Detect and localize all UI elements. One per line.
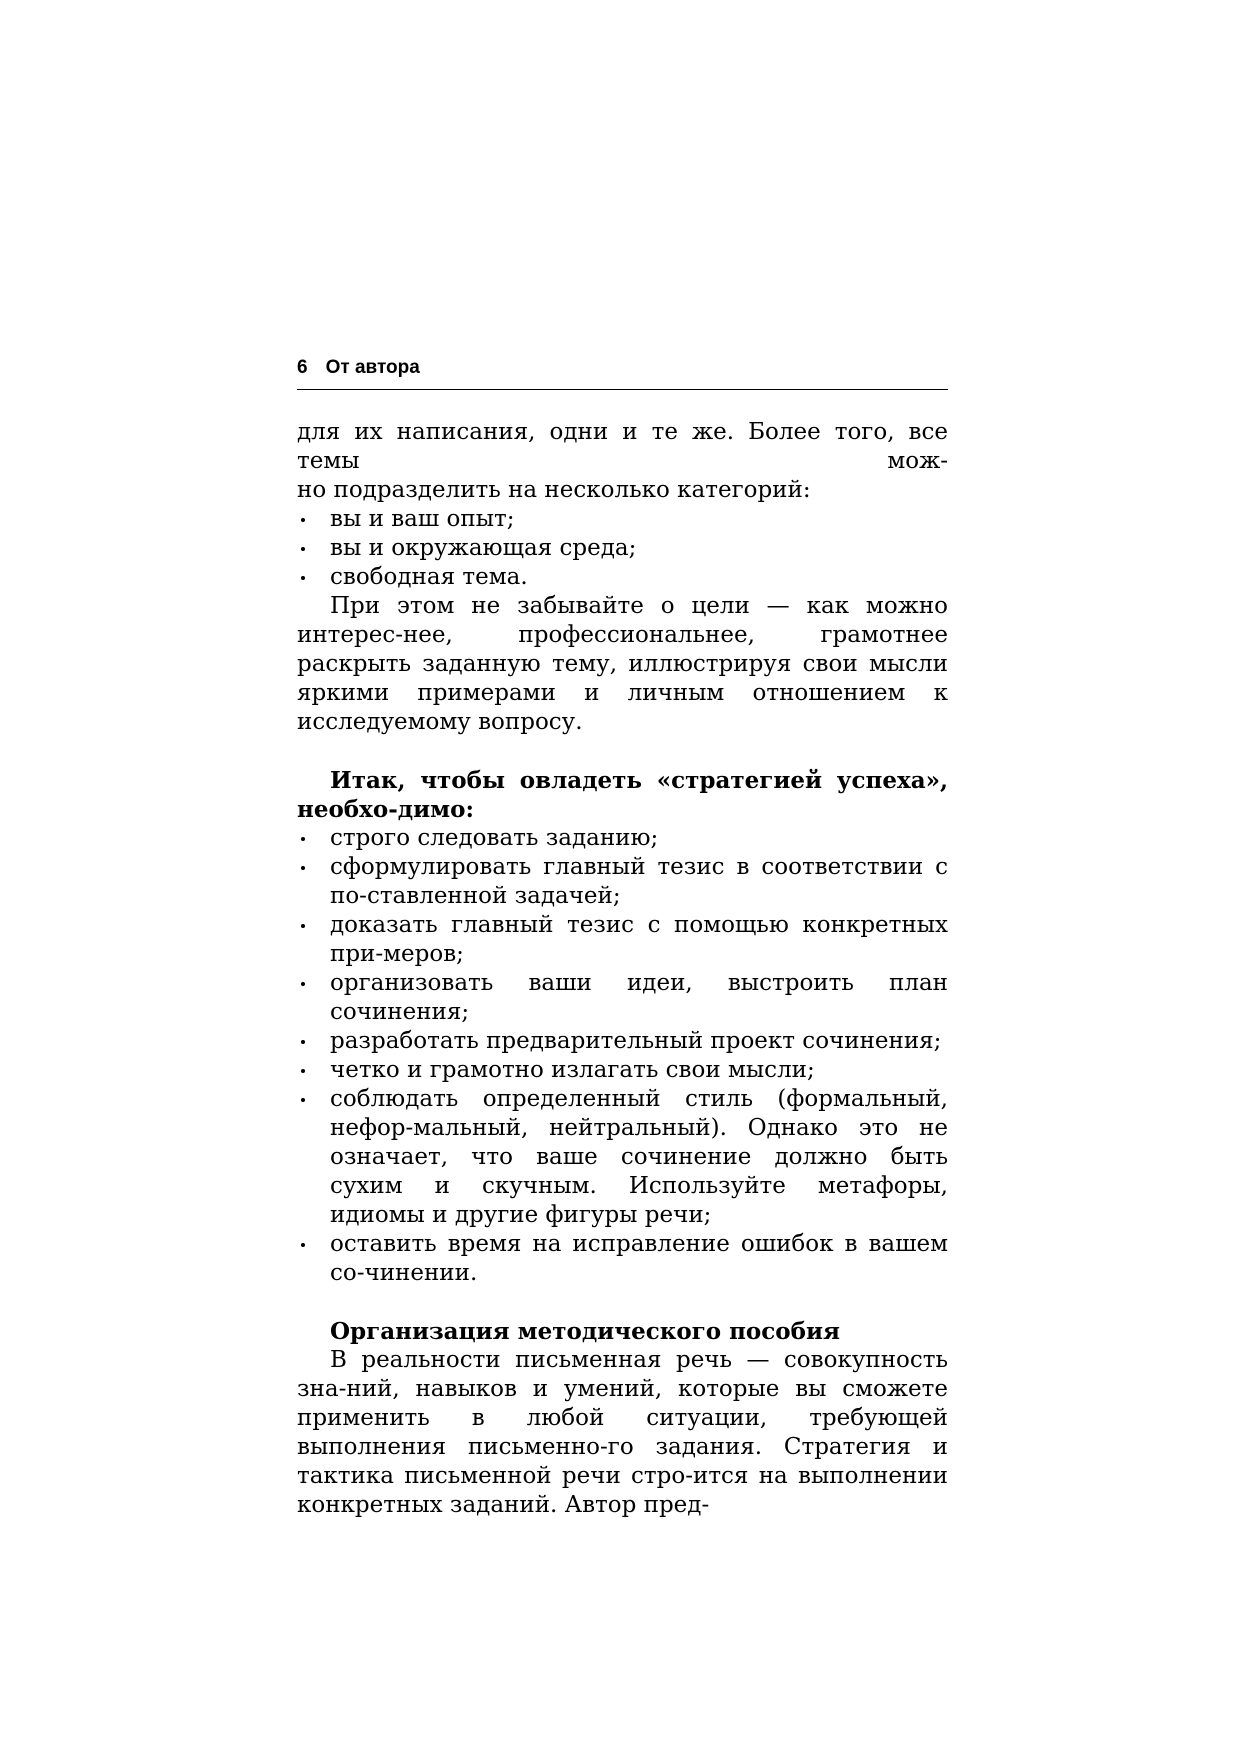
spacer: [297, 1288, 948, 1317]
list-item: четко и грамотно излагать свои мысли;: [297, 1056, 948, 1085]
page-number: 6: [297, 357, 308, 378]
body-text: [297, 418, 948, 1520]
list-item: разработать предварительный проект сочинения;: [297, 1027, 948, 1056]
organization-paragraph: В реальности письменная речь — совокупность зна-ний, навыков и умений, которые вы сможете применить в любой ситуации, требующей выполнения письменно-го задания. Стратегия и тактика письменной речи стро-ится на выполнении конкретных заданий. Автор пред-: [297, 1347, 948, 1518]
list-item: доказать главный тезис с помощью конкретных при-меров;: [297, 911, 948, 969]
section-title: От автора: [325, 357, 420, 378]
strategy-heading: Итак, чтобы овладеть «стратегией успеха», необхо-димо:: [297, 767, 948, 823]
list-item: сформулировать главный тезис в соответствии с по-ставленной задачей;: [297, 853, 948, 911]
organization-heading: Организация методического пособия: [330, 1318, 841, 1345]
categories-list: [297, 505, 948, 592]
list-item: строго следовать заданию;: [297, 824, 948, 853]
strategy-list: [297, 824, 948, 1288]
list-item: свободная тема.: [297, 563, 948, 592]
intro-line-2: но подразделить на несколько категорий:: [297, 477, 811, 503]
header-rule: [297, 389, 948, 390]
list-item: организовать ваши идеи, выстроить план сочинения;: [297, 969, 948, 1027]
list-item: вы и окружающая среда;: [297, 534, 948, 563]
intro-line-1: для их написания, одни и те же. Более того, все темы мож-: [297, 419, 948, 474]
list-item: оставить время на исправление ошибок в вашем со-чинении.: [297, 1230, 948, 1288]
goal-paragraph: При этом не забывайте о цели — как можно интерес-нее, профессиональнее, грамотнее раскрыть заданную тему, иллюстрируя свои мысли яркими примерами и личным отношением к исследуемому вопросу.: [297, 593, 948, 735]
list-item: соблюдать определенный стиль (формальный, нефор-мальный, нейтральный). Однако это не означает, что ваше сочинение должно быть сухим и скучным. Используйте метафоры, идиомы и другие фигуры речи;: [297, 1085, 948, 1230]
list-item: вы и ваш опыт;: [297, 505, 948, 534]
spacer: [297, 737, 948, 766]
running-head: [297, 356, 947, 380]
